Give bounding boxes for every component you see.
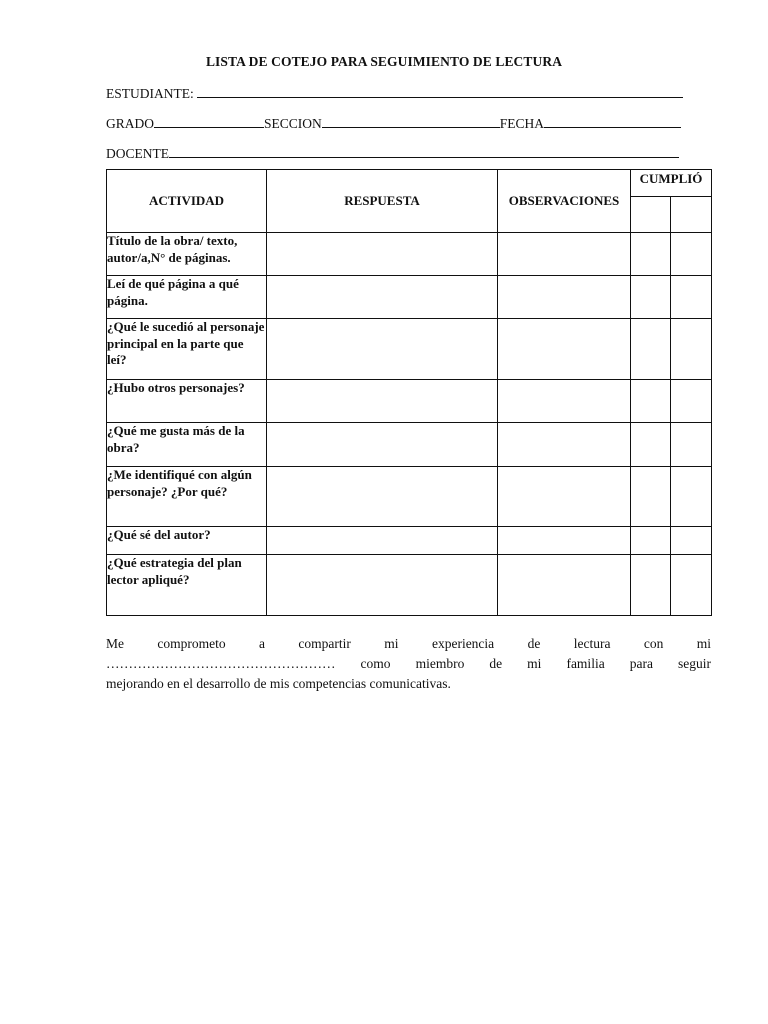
cumplio-cell[interactable]: [671, 233, 712, 276]
document-title: LISTA DE COTEJO PARA SEGUIMIENTO DE LECTURA: [205, 54, 563, 69]
cumplio-cell[interactable]: [671, 527, 712, 555]
grado-blank[interactable]: [154, 114, 264, 128]
table-row: [107, 467, 712, 527]
header-observaciones: OBSERVACIONES: [498, 170, 631, 233]
estudiante-field[interactable]: [106, 84, 683, 102]
observation-cell[interactable]: [498, 233, 631, 276]
response-cell[interactable]: [267, 467, 498, 527]
cumplio-cell[interactable]: [671, 467, 712, 527]
table-row: [107, 276, 712, 319]
grado-label: GRADO: [106, 116, 155, 131]
response-cell[interactable]: [267, 276, 498, 319]
cumplio-cell[interactable]: [671, 555, 712, 616]
table-row: [107, 423, 712, 467]
activity-cell: ¿Me identifiqué con algún personaje? ¿Por qué?: [107, 467, 267, 527]
response-cell[interactable]: [267, 555, 498, 616]
cumplio-cell[interactable]: [631, 527, 671, 555]
response-cell[interactable]: [267, 423, 498, 467]
commitment-line-1: Me comprometo a compartir mi experiencia de lectura con mi: [106, 636, 711, 651]
response-cell[interactable]: [267, 380, 498, 423]
response-cell[interactable]: [267, 527, 498, 555]
observation-cell[interactable]: [498, 276, 631, 319]
commitment-line-2: …………………………………………… como miembro de mi familia para seguir: [106, 656, 711, 671]
fecha-label: FECHA: [499, 116, 545, 131]
cumplio-cell[interactable]: [631, 555, 671, 616]
table-row: [107, 233, 712, 276]
observation-cell[interactable]: [498, 527, 631, 555]
table-row: [107, 319, 712, 380]
activity-cell: ¿Qué me gusta más de la obra?: [107, 423, 267, 467]
response-cell[interactable]: [267, 319, 498, 380]
docente-field[interactable]: [106, 144, 679, 162]
docente-blank[interactable]: [169, 144, 679, 158]
cumplio-subcol-2: [671, 197, 712, 233]
cumplio-cell[interactable]: [671, 319, 712, 380]
commitment-paragraph: [106, 634, 711, 694]
checklist-table: [106, 169, 712, 616]
table-row: [107, 380, 712, 423]
cumplio-cell[interactable]: [631, 233, 671, 276]
activity-cell: Título de la obra/ texto, autor/a,N° de páginas.: [107, 233, 267, 276]
header-cumplio: CUMPLIÓ: [631, 170, 712, 197]
commitment-line-3: mejorando en el desarrollo de mis competencias comunicativas.: [106, 676, 451, 691]
activity-cell: ¿Qué le sucedió al personaje principal en la parte que leí?: [107, 319, 267, 380]
activity-cell: ¿Hubo otros personajes?: [107, 380, 267, 423]
observation-cell[interactable]: [498, 380, 631, 423]
response-cell[interactable]: [267, 233, 498, 276]
grado-seccion-fecha-row: [106, 114, 681, 132]
estudiante-blank[interactable]: [197, 84, 683, 98]
fecha-blank[interactable]: [544, 114, 681, 128]
seccion-label: SECCION: [264, 116, 322, 131]
cumplio-subcol-1: [631, 197, 671, 233]
cumplio-cell[interactable]: [631, 467, 671, 527]
observation-cell[interactable]: [498, 555, 631, 616]
cumplio-cell[interactable]: [631, 380, 671, 423]
observation-cell[interactable]: [498, 467, 631, 527]
table-row: [107, 527, 712, 555]
cumplio-cell[interactable]: [671, 276, 712, 319]
cumplio-cell[interactable]: [631, 276, 671, 319]
estudiante-label: ESTUDIANTE:: [106, 86, 194, 101]
cumplio-cell[interactable]: [631, 423, 671, 467]
header-actividad: ACTIVIDAD: [107, 170, 267, 233]
activity-cell: ¿Qué estrategia del plan lector apliqué?: [107, 555, 267, 616]
observation-cell[interactable]: [498, 319, 631, 380]
table-row: [107, 555, 712, 616]
header-respuesta: RESPUESTA: [267, 170, 498, 233]
docente-label: DOCENTE: [106, 146, 169, 161]
cumplio-cell[interactable]: [631, 319, 671, 380]
observation-cell[interactable]: [498, 423, 631, 467]
activity-cell: ¿Qué sé del autor?: [107, 527, 267, 555]
activity-cell: Leí de qué página a qué página.: [107, 276, 267, 319]
cumplio-cell[interactable]: [671, 423, 712, 467]
cumplio-cell[interactable]: [671, 380, 712, 423]
seccion-blank[interactable]: [322, 114, 500, 128]
